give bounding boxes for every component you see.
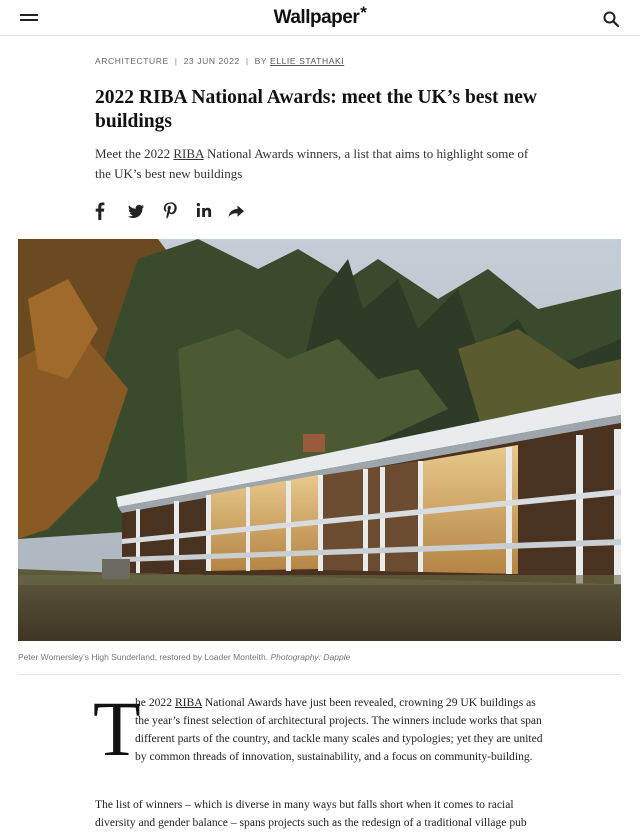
body-paragraph-1 <box>135 694 545 766</box>
caption-text: Peter Womersley’s High Sunderland, restored by Loader Monteith. <box>18 652 271 662</box>
meta-separator: | <box>245 56 249 66</box>
article-meta <box>95 56 344 66</box>
logo-star: * <box>360 3 367 22</box>
hero-photo <box>18 239 621 641</box>
riba-link[interactable]: RIBA <box>173 146 204 161</box>
section-divider <box>18 674 621 675</box>
twitter-icon[interactable] <box>126 200 146 222</box>
standfirst <box>95 144 545 184</box>
image-caption <box>18 652 350 662</box>
publish-date: 23 JUN 2022 <box>183 56 240 66</box>
pinterest-icon[interactable] <box>160 200 180 222</box>
hero-image[interactable] <box>18 239 621 641</box>
paragraph-text-pre: he 2022 <box>135 696 175 709</box>
meta-separator: | <box>174 56 178 66</box>
article-title: 2022 RIBA National Awards: meet the UK’s best new buildings <box>95 87 537 132</box>
share-arrow-icon[interactable] <box>226 200 246 222</box>
standfirst-text-pre: Meet the 2022 <box>95 146 174 161</box>
paragraph-text-post: National Awards have just been revealed, crowning 29 UK buildings as the year’s finest selection of architectural projects. The winners include works that span different parts of the country, and tackle many scales and typologies; yet they are united by common threads of innovation, sustainability, and a focus on community-building. <box>135 696 543 763</box>
site-logo[interactable] <box>0 3 640 29</box>
body-paragraph-2: The list of winners – which is diverse in many ways but falls short when it comes to racial diversity and gender balance – spans projects such as the redesign of a traditional village pub <box>95 798 527 829</box>
standfirst-text-post: National Awards winners, a list that aims to highlight some of the UK’s best new buildings <box>95 146 529 181</box>
riba-body-link[interactable]: RIBA <box>174 696 202 709</box>
logo-text: Wallpaper <box>273 7 360 28</box>
search-icon[interactable] <box>602 10 620 28</box>
category-link[interactable]: ARCHITECTURE <box>95 56 169 66</box>
photo-credit: Photography: Dapple <box>270 652 351 662</box>
top-nav-bar <box>0 0 640 36</box>
by-prefix: BY <box>254 56 268 66</box>
author-link[interactable]: ELLIE STATHAKI <box>270 56 345 66</box>
drop-cap: T <box>93 685 141 772</box>
linkedin-icon[interactable] <box>194 200 214 222</box>
facebook-icon[interactable] <box>90 200 110 222</box>
